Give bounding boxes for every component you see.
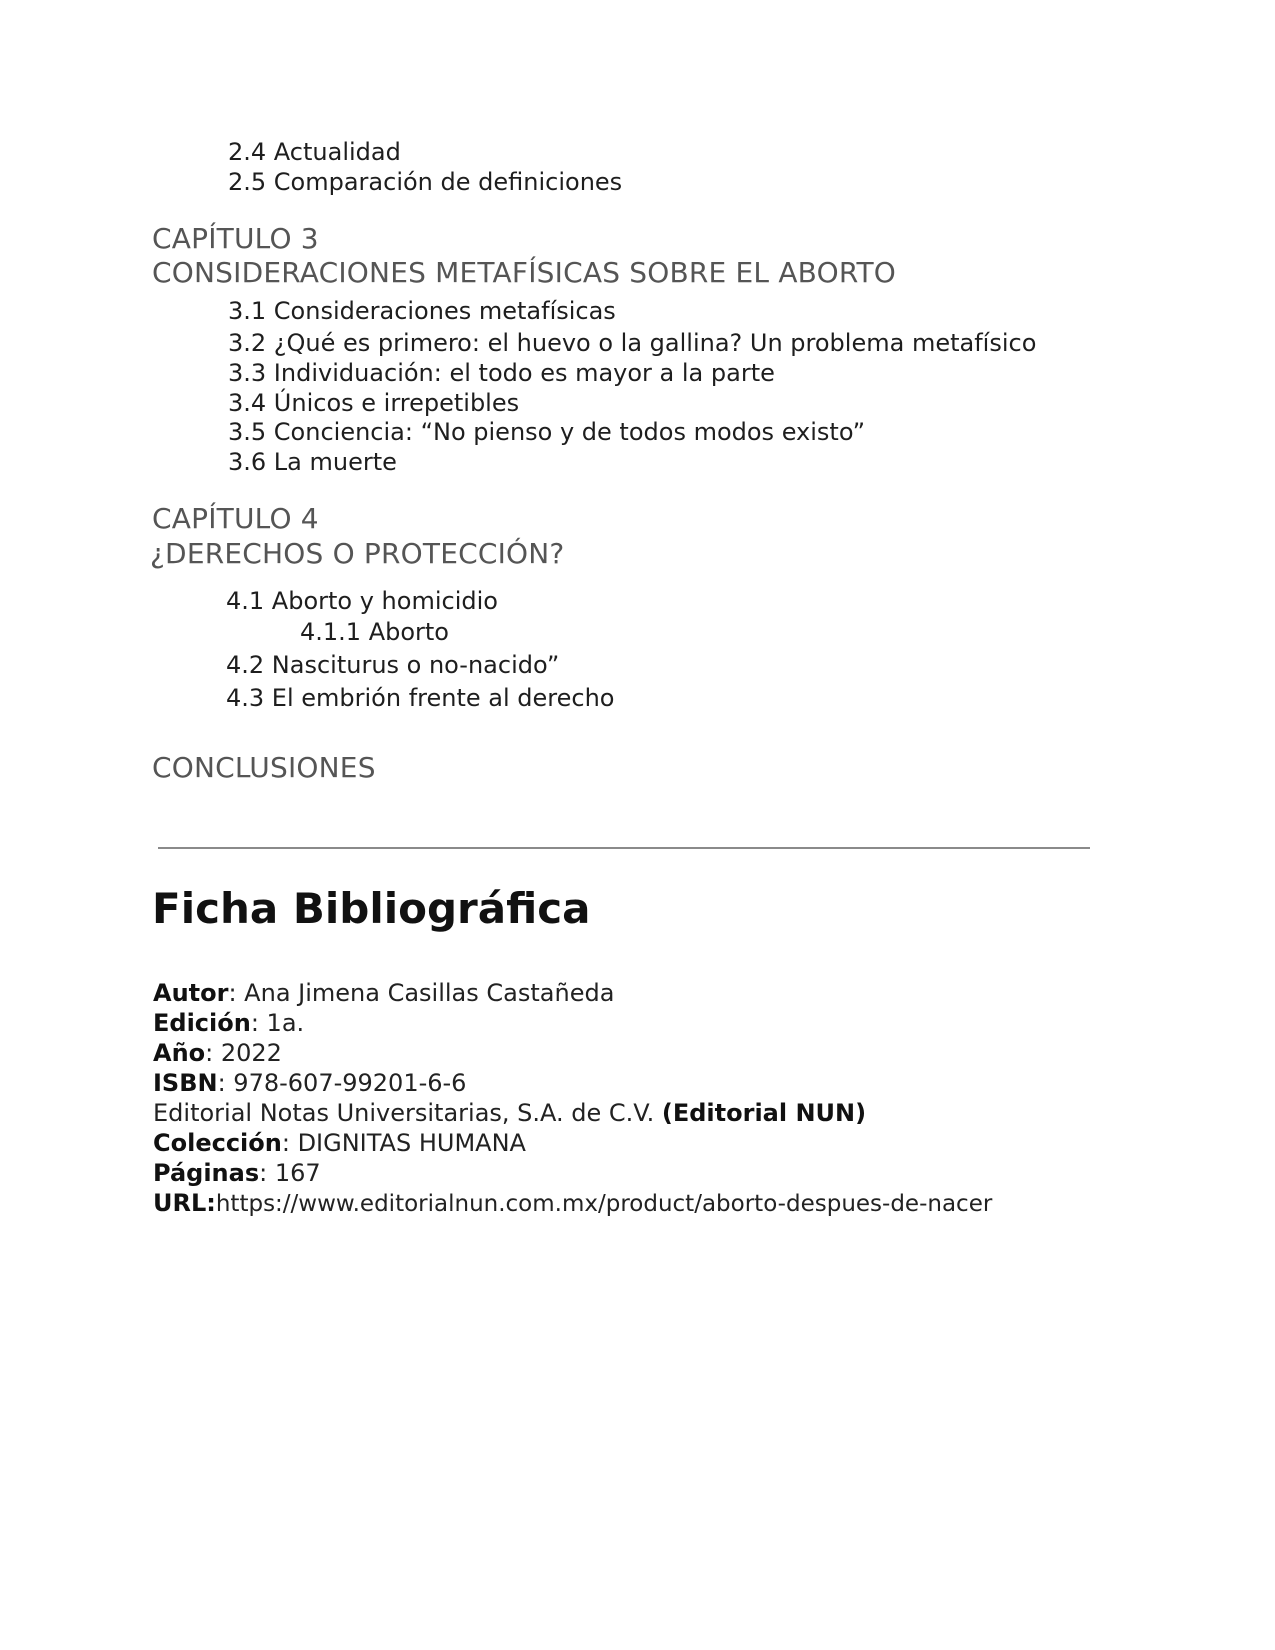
ficha-year — [153, 1041, 282, 1065]
ficha-url-value[interactable]: https://www.editorialnun.com.mx/product/aborto-despues-de-nacer — [215, 1191, 993, 1217]
chapter-4-title: ¿DERECHOS O PROTECCIÓN? — [150, 537, 565, 570]
ficha-collection — [153, 1131, 526, 1155]
chapter-3-title: CONSIDERACIONES METAFÍSICAS SOBRE EL ABORTO — [152, 256, 896, 289]
toc-item-3-6: 3.6 La muerte — [228, 448, 397, 476]
ficha-edition — [153, 1011, 304, 1035]
ficha-isbn-label: ISBN — [153, 1069, 218, 1097]
ficha-url-label: URL: — [153, 1189, 216, 1217]
ficha-author-label: Autor — [153, 979, 229, 1007]
ficha-year-value: : 2022 — [205, 1039, 282, 1067]
chapter-3-heading: CAPÍTULO 3 — [152, 222, 319, 255]
toc-item-3-3: 3.3 Individuación: el todo es mayor a la parte — [228, 359, 775, 387]
toc-item-3-4: 3.4 Únicos e irrepetibles — [228, 389, 520, 417]
ficha-title: Ficha Bibliográfica — [152, 884, 591, 933]
toc-item-2-4: 2.4 Actualidad — [228, 138, 401, 166]
ficha-author — [153, 981, 614, 1005]
ficha-pages — [153, 1161, 321, 1185]
ficha-collection-value: : DIGNITAS HUMANA — [281, 1129, 526, 1157]
toc-item-2-5: 2.5 Comparación de definiciones — [228, 168, 623, 196]
toc-item-3-5: 3.5 Conciencia: “No pienso y de todos modos existo” — [228, 418, 866, 446]
ficha-edition-value: : 1a. — [250, 1009, 305, 1037]
ficha-url — [153, 1191, 992, 1216]
ficha-isbn — [153, 1071, 466, 1095]
ficha-year-label: Año — [153, 1039, 206, 1067]
conclusions-heading: CONCLUSIONES — [152, 751, 376, 784]
toc-item-4-1-1: 4.1.1 Aborto — [300, 618, 449, 646]
toc-item-4-1: 4.1 Aborto y homicidio — [226, 587, 498, 615]
ficha-publisher — [153, 1101, 866, 1125]
ficha-pages-value: : 167 — [259, 1159, 321, 1187]
ficha-isbn-value: : 978-607-99201-6-6 — [217, 1069, 467, 1097]
toc-item-3-1: 3.1 Consideraciones metafísicas — [228, 297, 616, 325]
ficha-collection-label: Colección — [153, 1129, 282, 1157]
section-divider — [158, 847, 1090, 849]
ficha-author-value: : Ana Jimena Casillas Castañeda — [228, 979, 615, 1007]
ficha-publisher-short: (Editorial NUN) — [661, 1099, 867, 1127]
ficha-edition-label: Edición — [153, 1009, 251, 1037]
toc-item-4-3: 4.3 El embrión frente al derecho — [226, 684, 615, 712]
ficha-publisher-text: Editorial Notas Universitarias, S.A. de C.V. — [153, 1099, 662, 1127]
chapter-4-heading: CAPÍTULO 4 — [152, 502, 319, 535]
toc-item-3-2: 3.2 ¿Qué es primero: el huevo o la gallina? Un problema metafísico — [228, 329, 1037, 357]
toc-item-4-2: 4.2 Nasciturus o no-nacido” — [226, 651, 560, 679]
ficha-pages-label: Páginas — [153, 1159, 260, 1187]
